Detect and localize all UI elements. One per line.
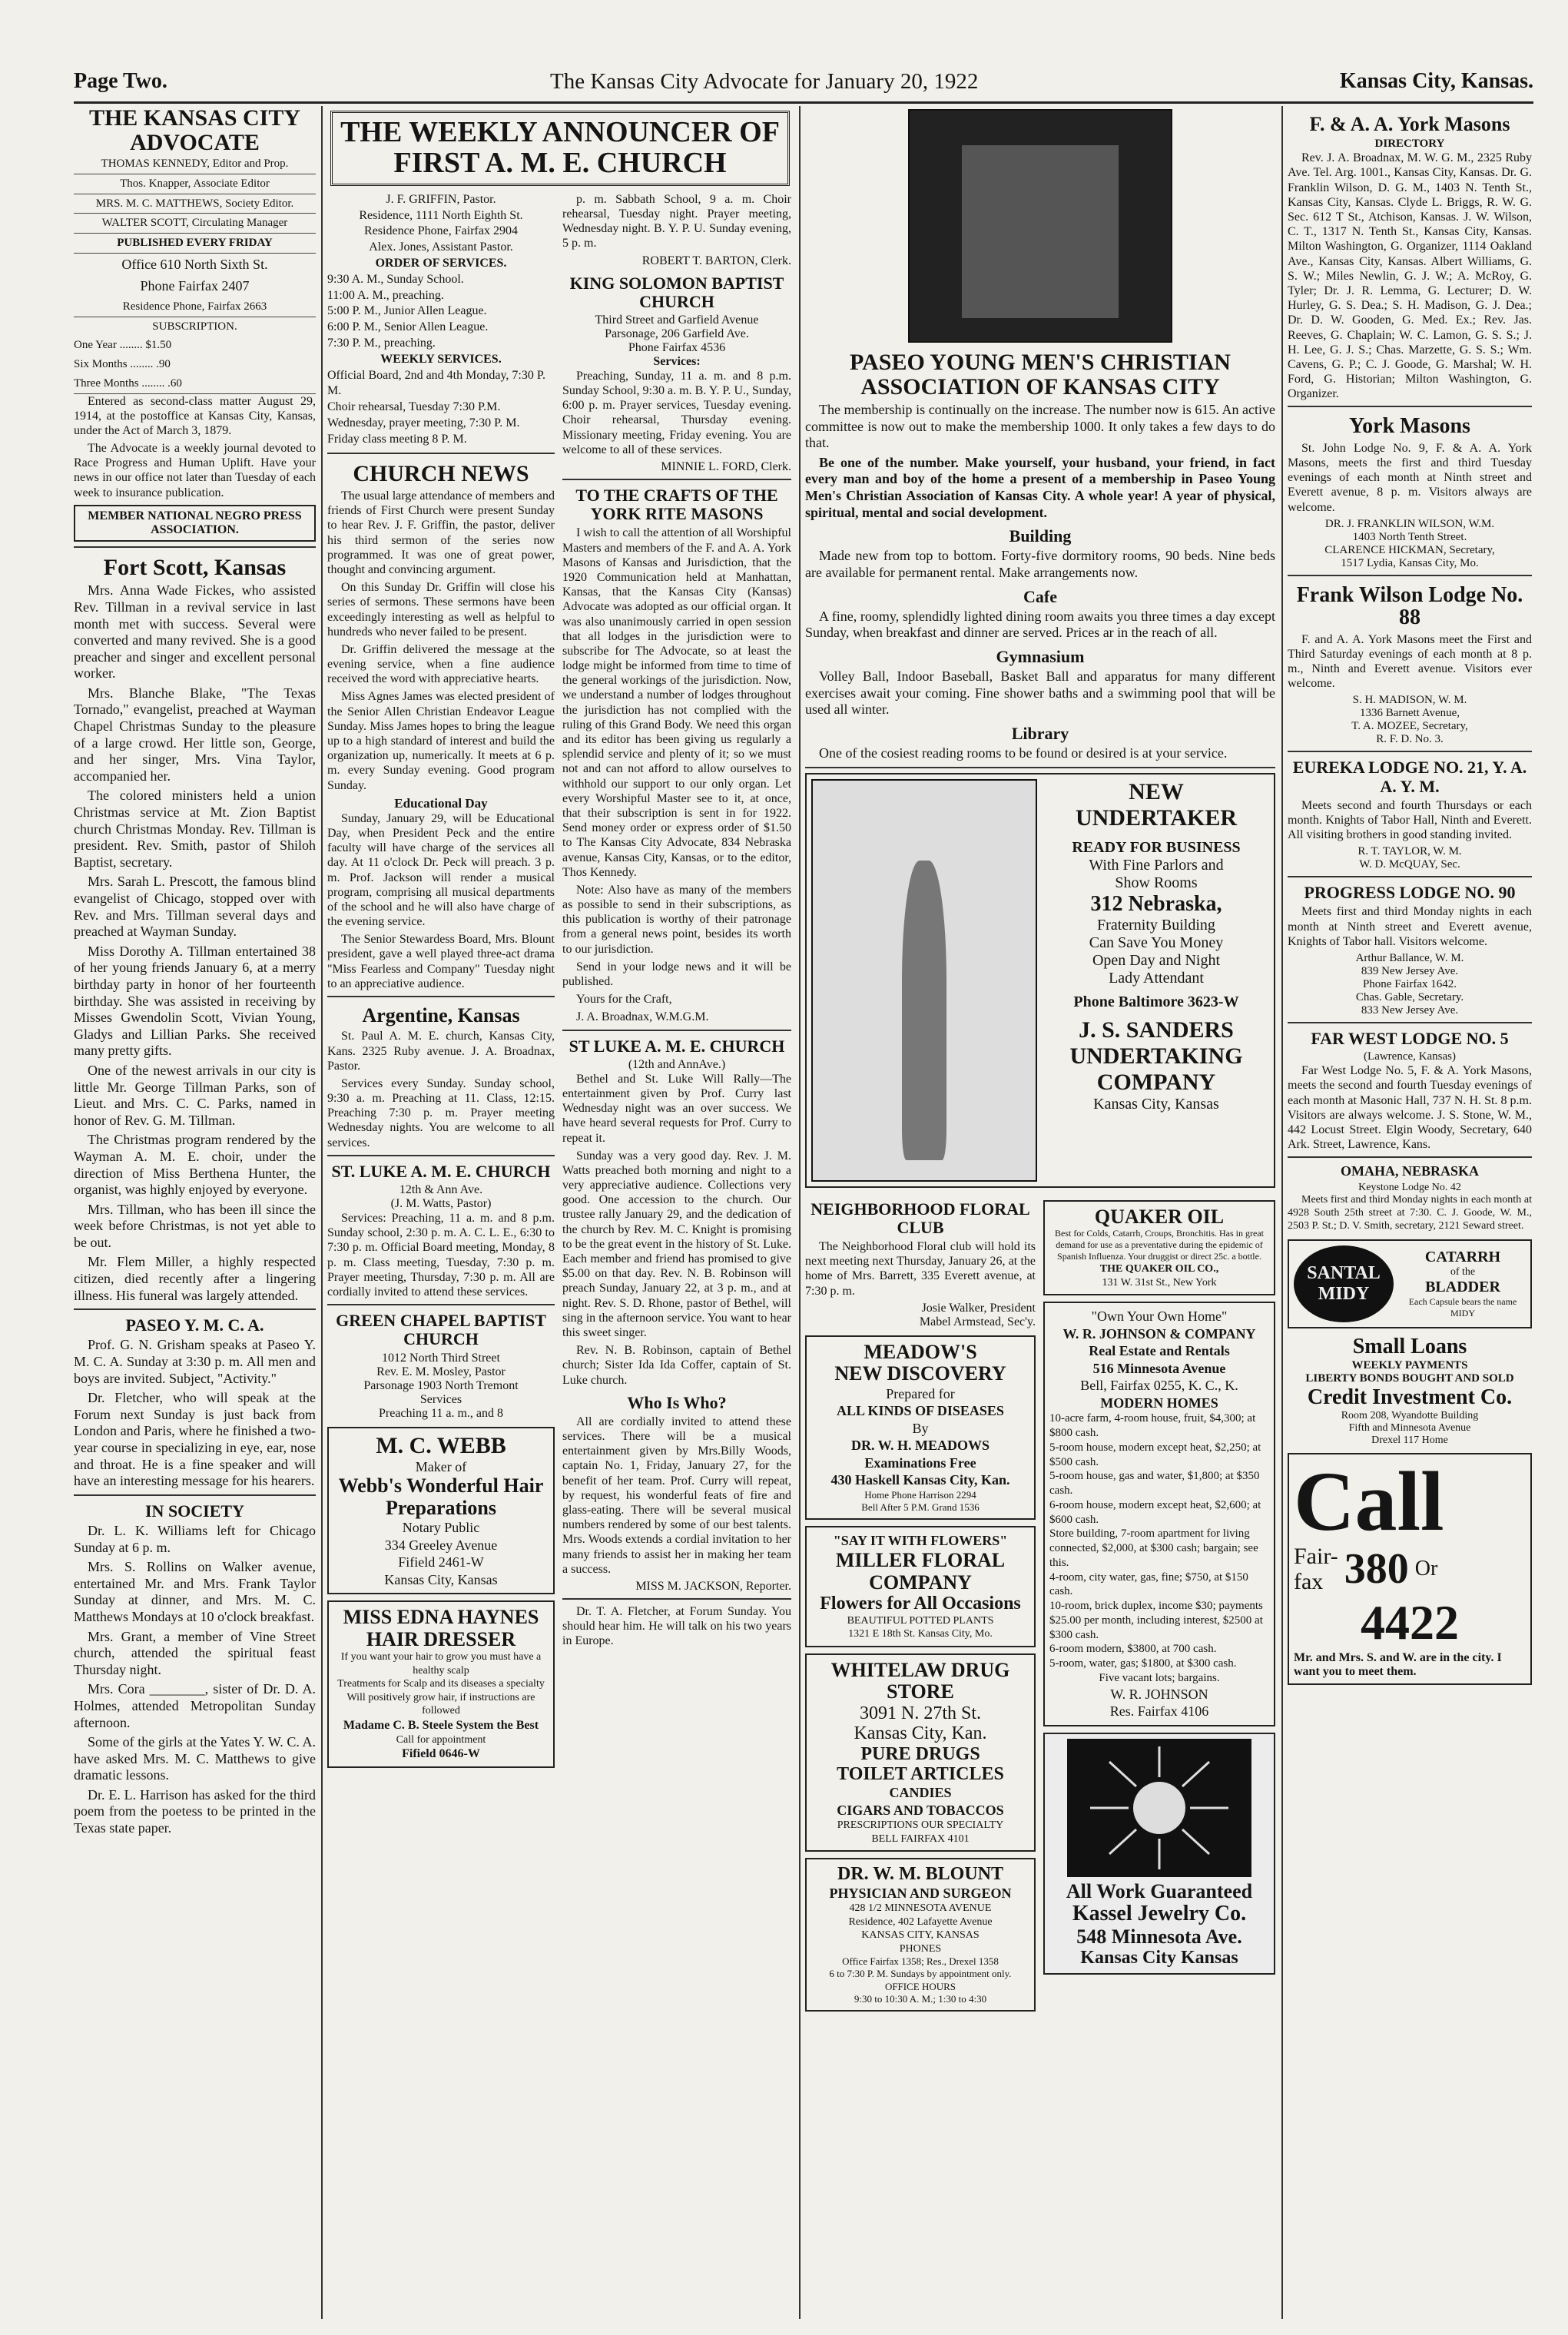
ad-line: WEEKLY PAYMENTS bbox=[1351, 1358, 1468, 1371]
article-paragraph: Miss Dorothy A. Tillman entertained 38 of her young friends January 6, at a merry birthday party in honor of her fourteenth birthday. She was assisted in receiving by Misses Gwendolin Scott, Vivian Young, Gladys and Lillian Parks. She received many pretty gifts. bbox=[74, 943, 316, 1059]
ad-line: WHITELAW DRUG STORE bbox=[830, 1658, 1010, 1703]
column-4 bbox=[1288, 106, 1532, 1685]
ad-line: 312 Nebraska, bbox=[1090, 891, 1222, 916]
article-paragraph: A fine, roomy, splendidly lighted dining room awaits you three times a day except Sunday, when breakfast and dinner are served. Prices ar in the reach of all. bbox=[805, 608, 1275, 641]
article-paragraph: St. John Lodge No. 9, F. & A. A. York Masons, meets the first and third Tuesday evenings of each month at Ninth street and Everett avenue, 8 p. m. Visitors always are welcome. bbox=[1288, 441, 1532, 514]
article-paragraph: Dr. T. A. Fletcher, at Forum Sunday. You should hear him. He will talk on his two years in Europe. bbox=[562, 1604, 791, 1648]
ad-line: "Own Your Own Home" bbox=[1091, 1308, 1228, 1325]
undertaker-ad bbox=[805, 773, 1275, 1188]
ad-line: ALL KINDS OF DISEASES bbox=[837, 1403, 1004, 1419]
quaker-oil-ad bbox=[1043, 1200, 1275, 1296]
lodge-line: Chas. Gable, Secretary. bbox=[1355, 991, 1464, 1004]
announcer-right bbox=[562, 192, 791, 1775]
section-title: KING SOLOMON BAPTIST CHURCH bbox=[569, 273, 784, 311]
lodge-line: DR. J. FRANKLIN WILSON, W.M. bbox=[1324, 517, 1495, 530]
article-paragraph: Meets first and third Monday nights in each month at 4928 South 25th street at 7:30. C. J. Goode, W. M., 2503 P. St.; D. V. Smith, secretary, 2121 Seward street. bbox=[1288, 1194, 1532, 1232]
ad-line: BELL FAIRFAX 4101 bbox=[871, 1833, 970, 1845]
miller-ad bbox=[805, 1526, 1036, 1647]
section-title: PASEO YOUNG MEN'S CHRISTIAN ASSOCIATION OF KANSAS CITY bbox=[850, 350, 1231, 400]
article-paragraph: The membership is continually on the increase. The number now is 615. An active committee is now out to make the membership 1000. It only takes a few days to do that. bbox=[805, 402, 1275, 451]
ad-line: Credit Investment Co. bbox=[1307, 1385, 1513, 1409]
article-paragraph: Services: Preaching, 11 a. m. and 8 p.m. Sunday school, 2:30 p. m. A. C. L. E., 6:30 to 7:30 p. m. Official Board meeting, Monday, 8 p. m. Class meeting, Tuesday, 7:30 p. m. Prayer meeting, Thursday, 7:30 p. m. All are cordially invited to attend these services. bbox=[327, 1212, 555, 1299]
ad-line: Store building, 7-room apartment for living connected, $2,000, at $300 cash; bargain; see this. bbox=[1049, 1527, 1258, 1569]
masthead-line: Phone Fairfax 2407 bbox=[140, 278, 250, 294]
ad-line: W. R. JOHNSON & COMPANY bbox=[1062, 1325, 1256, 1342]
ad-product: Webb's Wonderful Hair Preparations bbox=[338, 1474, 544, 1519]
church-line: Services bbox=[419, 1392, 462, 1406]
ad-line: Lady Attendant bbox=[1109, 969, 1204, 987]
article-paragraph: Mrs. Grant, a member of Vine Street church, attended the spiritual feast Thursday night. bbox=[74, 1628, 316, 1677]
article-paragraph: One of the cosiest reading rooms to be found or desired is at your service. bbox=[819, 745, 1228, 761]
announcer-line: J. F. GRIFFIN, Pastor. bbox=[386, 192, 496, 206]
article-paragraph: Mrs. Cora ________, sister of Dr. D. A. Holmes, attended Metropolitan Sunday afternoon. bbox=[74, 1681, 316, 1730]
masthead-line: MRS. M. C. MATTHEWS, Society Editor. bbox=[74, 194, 316, 214]
section-title: Frank Wilson Lodge No. 88 bbox=[1296, 582, 1523, 630]
column-2 bbox=[327, 106, 793, 1774]
article-paragraph: Mrs. Blanche Blake, "The Texas Tornado," evangelist, preached at Wayman Chapel Christmas Sunday to the pleasure of a large crowd. Her little son, George, and her singer, Mrs. Vina Taylor, accompanied her. bbox=[74, 685, 316, 784]
subscription-rate: Three Months ........ .60 bbox=[74, 374, 316, 394]
ad-line: Madame C. B. Steele System the Best bbox=[343, 1718, 539, 1732]
masthead-line: Office 610 North Sixth St. bbox=[121, 256, 268, 272]
article-paragraph: The Senior Stewardess Board, Mrs. Blount president, gave a well played three-act drama "Miss Fearless and Company" Tuesday night to an appreciative audience. bbox=[327, 933, 555, 990]
haynes-ad bbox=[327, 1600, 555, 1768]
ad-line: 1321 E 18th St. Kansas City, Mo. bbox=[848, 1628, 993, 1640]
lower-ads-right bbox=[1043, 1194, 1275, 2018]
whitelaw-ad bbox=[805, 1653, 1036, 1852]
lower-ads-left bbox=[805, 1194, 1036, 2018]
paper-date: The Kansas City Advocate for January 20, 1922 bbox=[550, 69, 979, 94]
ad-line: Fraternity Building bbox=[1097, 916, 1215, 934]
ad-line: Notary Public bbox=[402, 1520, 480, 1536]
ad-line: Each Capsule bears the name MIDY bbox=[1408, 1295, 1517, 1318]
article-paragraph: St. Paul A. M. E. church, Kansas City, Kans. 2325 Ruby avenue. J. A. Broadnax, Pastor. bbox=[327, 1030, 555, 1073]
paper-city: Kansas City, Kansas. bbox=[1339, 69, 1533, 93]
article-paragraph: Mrs. Tillman, who has been ill since the week before Christmas, is not yet able to be out. bbox=[74, 1201, 316, 1250]
section-title: CHURCH NEWS bbox=[353, 460, 529, 486]
ad-line: 10-acre farm, 4-room house, fruit, $4,300; at $800 cash. bbox=[1049, 1412, 1256, 1439]
section-title: ST. LUKE A. M. E. CHURCH bbox=[331, 1161, 551, 1181]
column-rule bbox=[799, 106, 801, 2319]
lodge-line: CLARENCE HICKMAN, Secretary, bbox=[1324, 543, 1495, 556]
ad-line: Maker of bbox=[415, 1458, 467, 1474]
ad-line: NEW DISCOVERY bbox=[834, 1362, 1006, 1385]
announcer-line: 7:30 P. M., preaching. bbox=[327, 336, 436, 350]
signature: ROBERT T. BARTON, Clerk. bbox=[641, 254, 791, 267]
ad-line: UNDERTAKER bbox=[1075, 804, 1238, 831]
ad-line: 334 Greeley Avenue bbox=[384, 1537, 498, 1553]
ad-line: BLADDER bbox=[1425, 1278, 1500, 1295]
ad-line: Kassel Jewelry Co. bbox=[1072, 1902, 1247, 1926]
section-title: Who Is Who? bbox=[627, 1392, 727, 1412]
ad-line: Best for Colds, Catarrh, Croups, Bronchitis. Has in great demand for use as a preventative during the epidemic of Spanish Influenza. Your druggist or direct 25c. a bottle. bbox=[1055, 1228, 1264, 1262]
masthead-line: WALTER SCOTT, Circulating Manager bbox=[74, 214, 316, 234]
lodge-line: 839 New Jersey Ave. bbox=[1361, 965, 1459, 978]
call-ad bbox=[1288, 1453, 1532, 1685]
ad-line: By bbox=[912, 1420, 929, 1436]
ad-line: 548 Minnesota Ave. bbox=[1076, 1925, 1242, 1948]
article-paragraph: Mrs. Sarah L. Prescott, the famous blind evangelist of Chicago, stopped over with Rev. and Mrs. Tillman several days and preached at Wayman Sunday. bbox=[74, 874, 316, 940]
subscription-head: SUBSCRIPTION. bbox=[152, 320, 237, 333]
article-paragraph: Dr. Fletcher, who will speak at the Forum next Sunday is just back from London and Paris, where he finished a two-year course in specializing in eye, ear, nose and throat. He is a fine speaker and will have an interesting message for his hearers. bbox=[74, 1390, 316, 1489]
article-paragraph: Services every Sunday. Sunday school, 9:30 a. m. Preaching at 11. Class, 12:15. Preaching 7:30 p. m. Prayer meeting Wednesday nights. You are welcome to all services. bbox=[327, 1076, 555, 1149]
announcer-line: ORDER OF SERVICES. bbox=[375, 256, 507, 270]
signature: Josie Walker, President bbox=[921, 1301, 1036, 1315]
ad-line: Kansas City, Kansas bbox=[384, 1571, 498, 1587]
entered-notice: Entered as second-class matter August 29, 1914, at the postoffice at Kansas City, Kansas, under the Act of March 3, 1879. bbox=[74, 394, 316, 437]
announcer-left bbox=[327, 192, 555, 1775]
ad-line: Will positively grow hair, if instructions are followed bbox=[346, 1691, 535, 1717]
column-rule bbox=[1281, 106, 1283, 2319]
article-paragraph: Mrs. S. Rollins on Walker avenue, entertained Mr. and Mrs. Frank Taylor Sunday at dinner, and Mrs. M. C. Matthews Mondays at 10 o'clock breakfast. bbox=[74, 1559, 316, 1624]
church-line: Parsonage 1903 North Tremont bbox=[363, 1378, 519, 1392]
masthead-line: PUBLISHED EVERY FRIDAY bbox=[74, 234, 316, 254]
webb-ad bbox=[327, 1427, 555, 1595]
ad-line: Home Phone Harrison 2294 bbox=[864, 1488, 976, 1501]
article-paragraph: Preaching, Sunday, 11 a. m. and 8 p.m. Sunday School, 9:30 a. m. B. Y. P. U., Sunday, 6:00 p. m. Prayer services, Tuesday evening. Choir rehearsal, Thursday evening. Missionary meeting, Friday evening. You are welcome to all of these services. bbox=[562, 369, 791, 456]
ad-line: TOILET ARTICLES bbox=[837, 1763, 1004, 1784]
article-paragraph: Sunday, January 29, will be Educational Day, when President Peck and the entire faculty will have charge of the services all day. At 11 o'clock Dr. Peck will preach. 3 p. m. Prof. Jackson will render a musical program, comprising all musical departments of the school and he will also have charge of the evening service. bbox=[327, 811, 555, 929]
section-title: ST LUKE A. M. E. CHURCH bbox=[569, 1036, 785, 1056]
phone-number: 380 bbox=[1344, 1544, 1409, 1593]
ad-line: Open Day and Night bbox=[1092, 951, 1221, 969]
church-line: (12th and AnnAve.) bbox=[628, 1057, 726, 1071]
article-paragraph: Bethel and St. Luke Will Rally—The entertainment given by Prof. Curry last Wednesday night was an over success. We have heard several requests for Prof. Curry to repeat it. bbox=[562, 1072, 791, 1145]
ad-line: 6-room modern, $3800, at 700 cash. bbox=[1049, 1643, 1217, 1656]
ad-line: Show Rooms bbox=[1115, 874, 1198, 891]
ad-line: NEW bbox=[1129, 778, 1184, 804]
ad-line: Res. Fairfax 4106 bbox=[1109, 1703, 1209, 1719]
ad-line: 516 Minnesota Avenue bbox=[1092, 1360, 1226, 1376]
ad-line: 131 W. 31st St., New York bbox=[1102, 1276, 1217, 1289]
church-line: Services: bbox=[653, 354, 701, 368]
small-loans-ad bbox=[1288, 1335, 1532, 1447]
announcer-line: 11:00 A. M., preaching. bbox=[327, 288, 444, 302]
ad-line: If you want your hair to grow you must have a healthy scalp bbox=[340, 1651, 542, 1677]
lodge-line: W. D. McQUAY, Sec. bbox=[1359, 858, 1460, 871]
ad-line: CANDIES bbox=[889, 1785, 952, 1801]
column-1 bbox=[74, 106, 316, 1840]
announcer-body bbox=[327, 192, 793, 1775]
article-paragraph: Note: Also have as many of the members as possible to send in their subscriptions, as this publication is worthy of their patronage from a general news point, besides its worth to our jurisdiction. bbox=[562, 883, 791, 956]
article-paragraph: F. and A. A. York Masons meet the First and Third Saturday evenings of each month at 8 p. m., Ninth and Everett avenue. Visitors ever welcome. bbox=[1288, 632, 1532, 691]
ad-line: fax bbox=[1294, 1568, 1324, 1594]
announcer-line: WEEKLY SERVICES. bbox=[380, 352, 502, 366]
ad-line: KANSAS CITY, KANSAS bbox=[861, 1929, 980, 1942]
article-paragraph: Far West Lodge No. 5, F. & A. York Masons, meets the second and fourth Tuesday evenings of each month at Masonic Hall, 737 N. H. St. 8 p.m. Visitors are always welcome. J. S. Stone, W. M., 442 Locust Street. Elgin Woody, Secretary, 640 Ark. Street, Lawrence, Kans. bbox=[1288, 1064, 1532, 1152]
ad-line: SANTAL bbox=[1307, 1262, 1381, 1283]
ad-line: PURE DRUGS bbox=[860, 1743, 980, 1764]
section-title: Argentine, Kansas bbox=[362, 1004, 520, 1027]
jewelry-ad bbox=[1043, 1733, 1275, 1975]
article-paragraph: One of the newest arrivals in our city is little Mr. George Tillman Parks, son of Lieut. and Mrs. C. C. Parks, named in honor of Rev. G. M. Tillman. bbox=[74, 1062, 316, 1128]
section-title: EUREKA LODGE NO. 21, Y. A. A. Y. M. bbox=[1292, 758, 1527, 796]
ad-line: Small Loans bbox=[1352, 1334, 1467, 1358]
announcer-title: THE WEEKLY ANNOUNCER OF FIRST A. M. E. CHURCH bbox=[330, 111, 790, 186]
ad-line: OFFICE HOURS bbox=[884, 1980, 956, 1992]
ad-line: Five vacant lots; bargains. bbox=[1099, 1671, 1220, 1684]
lodge-line: R. T. TAYLOR, W. M. bbox=[1357, 845, 1462, 858]
article-paragraph: On this Sunday Dr. Griffin will close his series of sermons. These sermons have been exceedingly interesting as well as helpful to hundreds who never failed to be present. bbox=[327, 581, 555, 638]
article-paragraph: Miss Agnes James was elected president of the Senior Allen Christian Endeavor League Sunday. Miss James hopes to bring the league up to a high standard of interest and build the organization up, numerically. It meets at 6 p. m. every Sunday evening. Good program Sunday. bbox=[327, 690, 555, 792]
ad-line: "SAY IT WITH FLOWERS" bbox=[833, 1533, 1008, 1549]
section-title: PASEO Y. M. C. A. bbox=[125, 1315, 264, 1335]
meadow-ad bbox=[805, 1335, 1036, 1521]
ad-line: Fifth and Minnesota Avenue bbox=[1348, 1421, 1471, 1434]
announcer-line: Residence, 1111 North Eighth St. bbox=[359, 208, 523, 222]
masthead-line: Residence Phone, Fairfax 2663 bbox=[74, 297, 316, 317]
article-paragraph: Dr. E. L. Harrison has asked for the third poem from the poetess to be printed in the Texas state paper. bbox=[74, 1786, 316, 1836]
call-word: Call bbox=[1294, 1454, 1444, 1548]
masthead-line: THOMAS KENNEDY, Editor and Prop. bbox=[74, 154, 316, 174]
signature: MINNIE L. FORD, Clerk. bbox=[661, 460, 791, 474]
article-paragraph: All are cordially invited to attend these services. There will be a musical entertainment given by Mrs.Billy Woods, captain No. 1, Friday, January 27, for the benefit of her team. Prof. Curry will repeat, by request, his wonderful feats of fire and glass-eating. There will be several musical numbers rendered by some of our best talents. Mrs. Woods extends a cordial invitation to her many friends to assist her in making her team a success. bbox=[562, 1415, 791, 1576]
section-title: F. & A. A. York Masons bbox=[1309, 113, 1510, 135]
article-paragraph: I wish to call the attention of all Worshipful Masters and members of the F. and A. A. York Masons of Kansas and Jurisdiction, that the 1920 Communication held at Manhattan, Kansas, that the Kansas City (Kansas) Advocate was adopted as our official organ. It was also unanimously carried in open session that all lodges in the jurisdiction were to subscribe for The Advocate, so at least the lodge might be informed from time to time of the general workings of the jurisdiction. Now, we understand a number of lodges throughout the jurisdiction has not complied with the ruling of this Grand Body. We need this organ and its editor has been giving us regularly a splendid service and plenty of it; so we must not and can not afford to allow ourselves to withhold our support to our only organ. Let every Worshipful Master see to it, at once, that their subscription is sent in for 1922. Send money order or express order of $1.50 to The Kansas City Advocate, 834 Nebraska avenue, Kansas City, Kansas, or to the editor, Thos Kennedy. bbox=[562, 526, 791, 879]
section-title: York Masons bbox=[1349, 414, 1470, 439]
ad-line: LIBERTY BONDS BOUGHT AND SOLD bbox=[1305, 1371, 1514, 1385]
announcer-line: 6:00 P. M., Senior Allen League. bbox=[327, 320, 489, 334]
santal-text bbox=[1400, 1249, 1526, 1319]
section-title: NEIGHBORHOOD FLORAL CLUB bbox=[811, 1199, 1030, 1237]
undertaker-portrait bbox=[811, 779, 1037, 1182]
ad-line: PHONES bbox=[899, 1942, 942, 1955]
ad-line: MODERN HOMES bbox=[1100, 1395, 1218, 1411]
undertaker-text bbox=[1043, 779, 1269, 1182]
ad-line: Prepared for bbox=[886, 1385, 955, 1401]
ad-line: Kansas City Kansas bbox=[1080, 1948, 1238, 1968]
lodge-line: Arthur Ballance, W. M. bbox=[1355, 952, 1464, 965]
lodge-line: R. F. D. No. 3. bbox=[1376, 733, 1444, 746]
article-paragraph: The Neighborhood Floral club will hold its next meeting next Thursday, January 26, at the home of Mrs. Barrett, 335 Everett avenue, at 7:30 p. m. bbox=[805, 1240, 1036, 1298]
page-number: Page Two. bbox=[74, 69, 167, 93]
church-line: Rev. E. M. Mosley, Pastor bbox=[376, 1365, 506, 1378]
ad-line: 3091 N. 27th St. bbox=[859, 1703, 981, 1723]
ad-line: 6-room house, modern except heat, $2,600; at $600 cash. bbox=[1049, 1498, 1261, 1526]
ad-name: M. C. WEBB bbox=[376, 1432, 506, 1458]
announcer-line: Official Board, 2nd and 4th Monday, 7:30 P. M. bbox=[327, 368, 545, 398]
lodge-line: 833 New Jersey Ave. bbox=[1361, 1004, 1459, 1017]
lodge-line: 1336 Barnett Avenue, bbox=[1359, 707, 1460, 720]
section-title: FAR WEST LODGE NO. 5 bbox=[1311, 1029, 1509, 1049]
lodge-line: S. H. MADISON, W. M. bbox=[1352, 694, 1467, 707]
ad-line: CIGARS AND TOBACCOS bbox=[837, 1802, 1004, 1818]
announcer-line: 9:30 A. M., Sunday School. bbox=[327, 272, 464, 286]
call-fairfax bbox=[1294, 1544, 1338, 1594]
church-line: Parsonage, 206 Garfield Ave. bbox=[605, 327, 749, 340]
sunburst-icon bbox=[1067, 1739, 1251, 1877]
section-title: TO THE CRAFTS OF THE YORK RITE MASONS bbox=[575, 486, 778, 524]
section-title: PROGRESS LODGE NO. 90 bbox=[1304, 883, 1516, 903]
advocate-note: The Advocate is a weekly journal devoted to Race Progress and Human Uplift. Have your news in our office not later than Tuesday of each week to insurance publication. bbox=[74, 442, 316, 499]
johnson-ad bbox=[1043, 1302, 1275, 1726]
ad-line: Real Estate and Rentals bbox=[1089, 1343, 1230, 1359]
subheading: DIRECTORY bbox=[1374, 138, 1445, 151]
lodge-line: T. A. MOZEE, Secretary, bbox=[1351, 720, 1468, 733]
article-paragraph: Volley Ball, Indoor Baseball, Basket Ball and apparatus for many different exercises await your coming. Fine shower baths and a swimming pool that will be used all winter. bbox=[805, 668, 1275, 718]
announcer-line: Wednesday, prayer meeting, 7:30 P. M. Friday class meeting 8 P. M. bbox=[327, 416, 520, 446]
article-paragraph: Meets second and fourth Thursdays or each month. Knights of Tabor Hall, Ninth and Everett. All visiting brothers in good standing invited. bbox=[1288, 798, 1532, 842]
ad-line: COMPANY bbox=[1096, 1069, 1216, 1095]
lodge-line: 1403 North Tenth Street. bbox=[1352, 530, 1467, 543]
article-paragraph: Rev. N. B. Robinson, captain of Bethel church; Sister Ida Ida Coffer, captain of St. Luke church. bbox=[562, 1344, 791, 1387]
article-paragraph: The Christmas program rendered by the Wayman A. M. E. choir, under the direction of Miss Berthena Hunter, the organist, was highly enjoyed by everyone. bbox=[74, 1132, 316, 1198]
page-header bbox=[74, 66, 1533, 104]
article-paragraph: Sunday was a very good day. Rev. J. M. Watts preached both morning and night to a very appreciative audience. Collections very good. One accession to the church. Our trustee rally January 29, and the dedication of the church by Rev. M. C. Knight is promising to be the great event in the history of St. Luke. Each member and friend has promised to give $5.00 on that day. Rev. N. B. Robinson will preach Sunday, January 22, at 3 p. m., and at night. Rev. S. D. Rhone, pastor of Bethel, will sing in the afternoon service. You want to hear this sweet singer. bbox=[562, 1149, 791, 1339]
ad-line: 9:30 to 10:30 A. M.; 1:30 to 4:30 bbox=[854, 1992, 987, 2005]
church-line: 1012 North Third Street bbox=[382, 1351, 500, 1365]
ymca-building-photo bbox=[908, 109, 1172, 343]
ad-line: Treatments for Scalp and its diseases a specialty bbox=[337, 1678, 545, 1690]
ad-line: 428 1/2 MINNESOTA AVENUE bbox=[849, 1902, 992, 1915]
column-3 bbox=[805, 106, 1275, 2018]
ad-line: DR. W. H. MEADOWS bbox=[850, 1438, 990, 1454]
ad-line: Call for appointment bbox=[396, 1733, 486, 1746]
ad-line: 430 Haskell Kansas City, Kan. bbox=[830, 1472, 1010, 1488]
church-line: Preaching 11 a. m., and 8 bbox=[378, 1406, 504, 1420]
ad-name: QUAKER OIL bbox=[1094, 1205, 1225, 1228]
article-paragraph: Made new from top to bottom. Forty-five dormitory rooms, 90 beds. Nine beds are available for permanent rental. Make arrangements now. bbox=[805, 548, 1275, 580]
article-paragraph: Mrs. Anna Wade Fickes, who assisted Rev. Tillman in a revival service in last month met with success. Several were converted and many revived. She is a good preacher and singer and excellent personal worker. bbox=[74, 582, 316, 682]
ad-line: W. R. JOHNSON bbox=[1110, 1686, 1208, 1702]
ad-line: Phone Baltimore 3623-W bbox=[1073, 993, 1239, 1010]
article-paragraph: Send in your lodge news and it will be published. bbox=[562, 960, 791, 989]
article-paragraph: Meets first and third Monday nights in each month at Ninth street and Everett avenue, Knights of Tabor hall. Visitors welcome. bbox=[1288, 905, 1532, 948]
ad-line: 5-room house, modern except heat, $2,250; at $500 cash. bbox=[1049, 1441, 1261, 1468]
ad-line: MEADOW'S bbox=[864, 1340, 977, 1363]
church-line: Third Street and Garfield Avenue bbox=[595, 313, 759, 327]
column-rule bbox=[321, 106, 323, 2319]
masthead bbox=[74, 106, 316, 394]
subscription-rate: Six Months ........ .90 bbox=[74, 358, 171, 370]
announcer-line: 5:00 P. M., Junior Allen League. bbox=[327, 304, 487, 318]
ad-line: 5-room house, gas and water, $1,800; at $350 cash. bbox=[1049, 1470, 1260, 1497]
lodge-line: Phone Fairfax 1642. bbox=[1362, 978, 1457, 991]
ad-line: 10-room, brick duplex, income $30; payments $25.00 per month, including interest, $2500 at $300 cash. bbox=[1049, 1600, 1263, 1641]
ad-line: Flowers for All Occasions bbox=[820, 1594, 1021, 1614]
lodge-line: 1517 Lydia, Kansas City, Mo. bbox=[1341, 556, 1479, 569]
ad-line: Fifield 2461-W bbox=[398, 1554, 484, 1570]
ad-line: PRESCRIPTIONS OUR SPECIALTY bbox=[837, 1819, 1004, 1832]
announcer-line: Choir rehearsal, Tuesday 7:30 P.M. bbox=[327, 400, 501, 414]
ad-line: Office Fairfax 1358; Res., Drexel 1358 bbox=[842, 1955, 999, 1968]
subscription-rate: One Year ........ $1.50 bbox=[74, 339, 172, 352]
section-title: GREEN CHAPEL BAPTIST CHURCH bbox=[336, 1311, 546, 1349]
article-paragraph: Be one of the number. Make yourself, your husband, your friend, in fact every man and boy of the home a present of a membership in Paseo Young Men's Christian Association of Kansas City. A whole year! A year of physical, spiritual, mental and social development. bbox=[805, 454, 1275, 520]
ad-line: THE QUAKER OIL CO., bbox=[1099, 1263, 1219, 1275]
lodge-line: Keystone Lodge No. 42 bbox=[1358, 1182, 1461, 1194]
article-paragraph: Prof. G. N. Grisham speaks at Paseo Y. M. C. A. Sunday at 3:30 p. m. All men and boys are invited. Subject, "Activity." bbox=[74, 1337, 316, 1386]
article-paragraph: The colored ministers held a union Christmas service at Mt. Zion Baptist church Christmas Monday. Rev. Tillman is president. Rev. Smith, pastor of Shiloh Baptist, secretary. bbox=[74, 788, 316, 870]
ad-line: 4-room, city water, gas, fine; $750, at $150 cash. bbox=[1049, 1570, 1248, 1598]
ad-line: Drexel 117 Home bbox=[1371, 1434, 1448, 1446]
article-paragraph: Rev. J. A. Broadnax, M. W. G. M., 2325 Ruby Ave. Tel. Arg. 1001., Kansas City, Kansas. Dr. G. Franklin Wilson, D. G. M., 1403 N. Tenth St., Kansas City, Kansas. Clyde L. Briggs, R. W. G. Sec. 612 T St., Atchison, Kansas. J. W. Wilson, C. T., 1317 N. Tenth St., Kansas City, Kansas. Milton Washington, G. Organizer, 1114 Oakland Ave., Kansas City, Kansas. Albert Williams, G. S. W.; Miles Newlin, G. J. W.; A. McRoy, G. Tyler; Dr. J. R. Lemma, G. Lecturer; D. W. Hurley, G. S. Dea.; S. H. Madison, G. J. Dea.; Dr. D. W. Gooden, G. Med. Ex.; Rev. Jas. Reeves, G. Chaplain; W. C. Lamon, G. S. S.; J. H. Lee, G. J. S.; Chas. Marzette, G. S. S.; Wm. Cavens, G. P.; C. J. Goode, G. Marshal; W. H. Ford, G. Historian; Milton Washington, G. Organizer. bbox=[1288, 151, 1532, 401]
ad-line: CATARRH bbox=[1424, 1248, 1501, 1265]
member-badge: MEMBER NATIONAL NEGRO PRESS ASSOCIATION. bbox=[74, 505, 316, 542]
ad-line: PHYSICIAN AND SURGEON bbox=[829, 1885, 1012, 1901]
section-title: IN SOCIETY bbox=[145, 1501, 244, 1521]
church-line: Phone Fairfax 4536 bbox=[628, 340, 726, 354]
section-title: Fort Scott, Kansas bbox=[103, 554, 287, 580]
article-paragraph: p. m. Sabbath School, 9 a. m. Choir rehearsal, Tuesday night. Prayer meeting, Wednesday night. B. Y. P. U. Sunday evening, 5 p. m. bbox=[562, 192, 791, 250]
article-paragraph: Some of the girls at the Yates Y. W. C. A. have asked Mrs. M. C. Matthews to give dramatic lessons. bbox=[74, 1734, 316, 1783]
subheading: Building bbox=[1009, 526, 1072, 546]
ad-line: UNDERTAKING bbox=[1069, 1043, 1243, 1069]
ad-line: Examinations Free bbox=[864, 1454, 976, 1471]
subheading: Gymnasium bbox=[996, 646, 1085, 666]
santal-logo bbox=[1294, 1245, 1394, 1322]
ad-line: MIDY bbox=[1318, 1283, 1370, 1304]
ad-line: Bell After 5 P.M. Grand 1536 bbox=[861, 1501, 980, 1514]
ad-line: Residence, 402 Lafayette Avenue bbox=[848, 1915, 993, 1928]
masthead-line: Thos. Knapper, Associate Editor bbox=[74, 174, 316, 194]
ad-line: Or bbox=[1414, 1556, 1438, 1580]
ad-line: All Work Guaranteed bbox=[1066, 1879, 1253, 1902]
ad-line: Kansas City, Kan. bbox=[854, 1723, 987, 1744]
ad-line: Can Save You Money bbox=[1089, 934, 1224, 951]
ad-line: BEAUTIFUL POTTED PLANTS bbox=[847, 1614, 994, 1627]
ad-line: Bell, Fairfax 0255, K. C., K. bbox=[1080, 1378, 1238, 1394]
announcer-line: Alex. Jones, Assistant Pastor. bbox=[369, 240, 513, 254]
call-numbers bbox=[1294, 1544, 1526, 1594]
signature: Mabel Armstead, Sec'y. bbox=[919, 1315, 1036, 1328]
ad-line: 5-room, water, gas; $1800, at $300 cash. bbox=[1049, 1657, 1237, 1670]
ad-line: Fifield 0646-W bbox=[402, 1747, 480, 1761]
lower-ads bbox=[805, 1194, 1275, 2018]
section-title: OMAHA, NEBRASKA bbox=[1340, 1163, 1479, 1179]
article-paragraph: Yours for the Craft, bbox=[576, 993, 672, 1007]
santal-midy-ad bbox=[1288, 1239, 1532, 1328]
ad-line: of the bbox=[1450, 1265, 1476, 1278]
ad-name: MISS EDNA HAYNES HAIR DRESSER bbox=[343, 1606, 539, 1650]
ad-line: Kansas City, Kansas bbox=[1093, 1095, 1219, 1113]
ad-line: DR. W. M. BLOUNT bbox=[837, 1864, 1004, 1885]
article-paragraph: Dr. Griffin delivered the message at the evening service, when a fine audience received the word with appreciative hearts. bbox=[327, 642, 555, 686]
ad-line: MILLER FLORAL COMPANY bbox=[835, 1548, 1006, 1594]
ad-line: J. S. SANDERS bbox=[1079, 1017, 1234, 1043]
lodge-line: (Lawrence, Kansas) bbox=[1364, 1050, 1456, 1063]
blount-ad bbox=[805, 1858, 1036, 2012]
subheading: Library bbox=[1011, 723, 1069, 743]
ad-line: 6 to 7:30 P. M. Sundays by appointment only. bbox=[829, 1968, 1012, 1980]
ad-line: Fair- bbox=[1294, 1543, 1338, 1569]
ad-line: READY FOR BUSINESS bbox=[1072, 838, 1241, 856]
announcer-line: Residence Phone, Fairfax 2904 bbox=[364, 224, 518, 238]
article-paragraph: Mr. Flem Miller, a highly respected citizen, died recently after a lingering illness. His funeral was largely attended. bbox=[74, 1254, 316, 1303]
subheading: Cafe bbox=[1023, 586, 1057, 606]
church-line: 12th & Ann Ave. bbox=[399, 1183, 483, 1197]
article-paragraph: The usual large attendance of members and friends of First Church were present Sunday to hear Rev. J. F. Griffin, the pastor, deliver his third sermon of the series now programmed. It was one of great power, thought and convincing argument. bbox=[327, 489, 555, 576]
ad-line: With Fine Parlors and bbox=[1089, 856, 1224, 874]
ad-line: Mr. and Mrs. S. and W. are in the city. I want you to meet them. bbox=[1294, 1650, 1502, 1678]
ad-line: Room 208, Wyandotte Building bbox=[1341, 1409, 1479, 1421]
phone-number: 4422 bbox=[1361, 1594, 1459, 1650]
article-paragraph: J. A. Broadnax, W.M.G.M. bbox=[576, 1010, 709, 1024]
article-paragraph: Dr. L. K. Williams left for Chicago Sunday at 6 p. m. bbox=[74, 1522, 316, 1555]
masthead-title: THE KANSAS CITY ADVOCATE bbox=[88, 106, 301, 155]
church-line: (J. M. Watts, Pastor) bbox=[390, 1197, 492, 1211]
signature: MISS M. JACKSON, Reporter. bbox=[635, 1579, 791, 1593]
subheading: Educational Day bbox=[394, 795, 488, 811]
